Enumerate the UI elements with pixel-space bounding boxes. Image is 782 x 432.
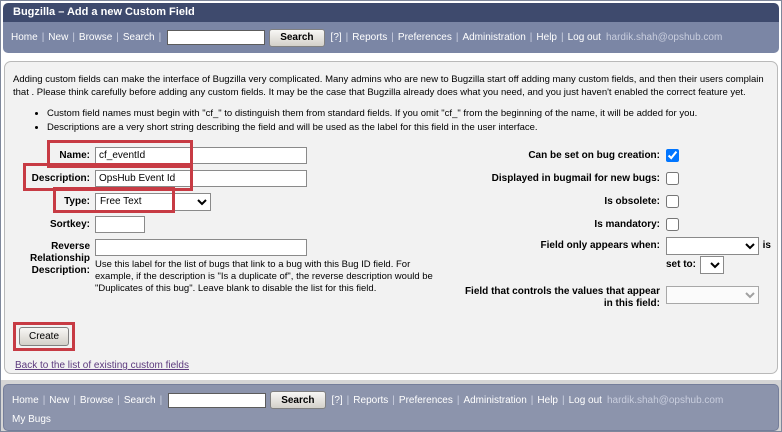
note-descriptions: • Descriptions are a very short string describing the field and will be used as the label for this field in the user interface. (47, 121, 771, 134)
nav-link-search[interactable]: Search (122, 32, 155, 43)
bugmail-row (459, 167, 771, 190)
page-title-bar (3, 3, 779, 22)
separator: | (72, 32, 75, 43)
value-controller-label: Field that controls the values that appear in this field: (464, 286, 660, 309)
mandatory-checkbox[interactable] (666, 218, 679, 231)
description-field[interactable] (95, 170, 307, 187)
nav-link-new[interactable]: New (49, 394, 70, 406)
sortkey-label: Sortkey: (49, 219, 90, 230)
create-button[interactable]: Create (19, 327, 69, 346)
separator: | (117, 394, 120, 406)
separator: | (346, 394, 350, 406)
visibility-is-label: is (762, 240, 771, 251)
sortkey-field[interactable] (95, 216, 145, 233)
obsolete-row (459, 190, 771, 213)
separator: | (116, 32, 119, 43)
obsolete-label: Is obsolete: (604, 195, 660, 207)
top-section (1, 1, 781, 374)
form-left-column (11, 144, 459, 295)
type-select[interactable] (95, 193, 211, 211)
reverse-description-field[interactable] (95, 239, 307, 256)
separator: | (158, 32, 162, 43)
logged-in-user-email: hardik.shah@opshub.com (606, 394, 724, 406)
form-right-column (459, 144, 771, 310)
separator: | (73, 394, 76, 406)
quick-search-help-link[interactable]: [?] (331, 394, 343, 406)
nav-link-help[interactable]: Help (536, 32, 557, 43)
visibility-field-label: Field only appears when: (540, 239, 660, 251)
separator: | (529, 32, 533, 43)
separator: | (345, 32, 349, 43)
visibility-field-select[interactable] (666, 237, 759, 255)
main-content (4, 61, 778, 374)
name-field[interactable] (95, 147, 307, 164)
separator: | (530, 394, 534, 406)
custom-field-form (11, 144, 771, 316)
separator: | (41, 32, 45, 43)
description-row (11, 167, 459, 190)
nav-link-logout[interactable]: Log out (567, 32, 601, 43)
nav-link-administration[interactable]: Administration (462, 32, 526, 43)
obsolete-checkbox[interactable] (666, 195, 679, 208)
name-label: Name: (59, 150, 90, 161)
nav-link-home[interactable]: Home (11, 32, 38, 43)
page-title: Bugzilla – Add a new Custom Field (13, 6, 195, 18)
reverse-description-row (11, 239, 459, 295)
footer-nav (12, 389, 770, 411)
reverse-description-label: Reverse Relationship Description: (29, 241, 90, 276)
nav-link-browse[interactable]: Browse (78, 32, 113, 43)
footer-bar (3, 384, 779, 431)
quick-search-button[interactable]: Search (270, 391, 325, 409)
separator: | (456, 394, 460, 406)
nav-link-logout[interactable]: Log out (568, 394, 602, 406)
value-controller-select[interactable] (666, 286, 759, 304)
nav-link-preferences[interactable]: Preferences (398, 394, 453, 406)
bugmail-checkbox[interactable] (666, 172, 679, 185)
nav-link-reports[interactable]: Reports (352, 32, 388, 43)
back-to-custom-fields-link[interactable]: Back to the list of existing custom fields (15, 360, 189, 371)
nav-link-search[interactable]: Search (123, 394, 156, 406)
highlight-box-create (13, 322, 75, 351)
sortkey-row (11, 213, 459, 236)
name-row (11, 144, 459, 167)
separator: | (42, 394, 46, 406)
visibility-field-row (459, 236, 771, 255)
type-label: Type: (64, 196, 90, 207)
reverse-description-group (95, 239, 445, 295)
value-controller-row (459, 286, 771, 310)
nav-link-administration[interactable]: Administration (463, 394, 527, 406)
note-cf-prefix: • Custom field names must begin with "cf_" to distinguish them from standard fields. If you omit "cf_" from the beginning of the name, it will be added for you. (47, 107, 771, 120)
set-to-label: set to: (666, 259, 696, 270)
description-label: Description: (31, 173, 90, 184)
separator: | (560, 32, 564, 43)
top-nav (3, 22, 779, 53)
intro-paragraph: Adding custom fields can make the interface of Bugzilla very complicated. Many admins who are new to Bugzilla start off adding many custom fields, and then their users complain that . Please think carefully before adding any custom fields. It may be the case that Bugzilla already does what you need, and you just haven't enabled the correct feature yet. (13, 74, 764, 98)
nav-link-new[interactable]: New (48, 32, 69, 43)
enter-bug-row (459, 144, 771, 167)
quick-search-help-link[interactable]: [?] (330, 32, 342, 43)
separator: | (391, 32, 394, 43)
separator: | (159, 394, 163, 406)
bottom-section (1, 380, 781, 432)
separator: | (455, 32, 459, 43)
nav-link-browse[interactable]: Browse (79, 394, 114, 406)
enter-bug-label: Can be set on bug creation: (528, 149, 660, 161)
nav-link-preferences[interactable]: Preferences (397, 32, 452, 43)
my-bugs-link[interactable]: My Bugs (12, 414, 51, 425)
bugmail-label: Displayed in bugmail for new bugs: (491, 172, 660, 184)
back-row (15, 360, 771, 371)
notes-list (11, 107, 771, 134)
type-row (11, 190, 459, 213)
logged-in-user-email: hardik.shah@opshub.com (605, 32, 723, 43)
quick-search-input[interactable] (167, 30, 265, 45)
reverse-description-help-text: Use this label for the list of bugs that link to a bug with this Bug ID field. For example, if the description is "Is a duplicate of", the reverse description would be "Duplicates of this bug". Leave blank to disable the list for this field. (95, 259, 433, 294)
quick-search-input[interactable] (168, 393, 266, 408)
separator: | (392, 394, 395, 406)
create-row (11, 316, 771, 351)
nav-link-home[interactable]: Home (12, 394, 39, 406)
quick-search-button[interactable]: Search (269, 29, 324, 47)
nav-link-reports[interactable]: Reports (353, 394, 389, 406)
separator: | (561, 394, 565, 406)
enter-bug-checkbox[interactable] (666, 149, 679, 162)
nav-link-help[interactable]: Help (537, 394, 558, 406)
visibility-value-row (459, 255, 771, 274)
saved-searches-row (12, 414, 770, 425)
mandatory-row (459, 213, 771, 236)
mandatory-label: Is mandatory: (594, 218, 660, 230)
set-to-select[interactable] (700, 256, 724, 274)
